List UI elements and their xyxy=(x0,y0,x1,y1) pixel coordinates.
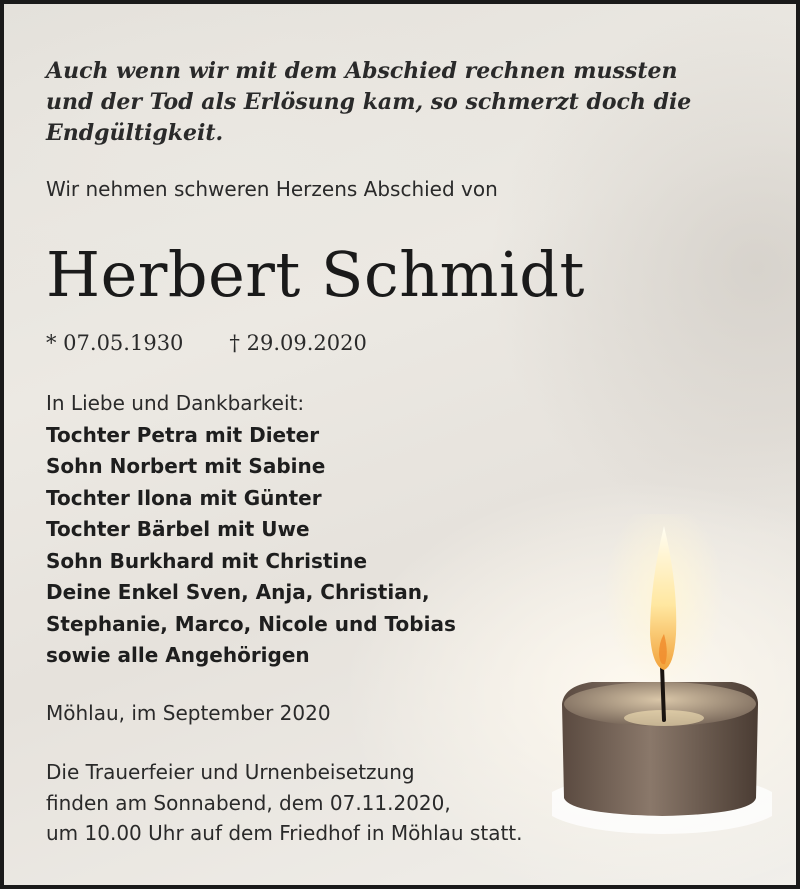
birth-date: * 07.05.1930 xyxy=(46,331,184,355)
family-heading: In Liebe und Dankbarkeit: xyxy=(46,391,305,415)
quote-line: Endgültigkeit. xyxy=(46,120,224,146)
life-dates xyxy=(46,328,367,358)
service-line: um 10.00 Uhr auf dem Friedhof in Möhlau statt. xyxy=(46,821,523,845)
quote-line: und der Tod als Erlösung kam, so schmerzt doch die xyxy=(46,89,692,115)
funeral-service-info xyxy=(46,757,523,849)
place-date: Möhlau, im September 2020 xyxy=(46,701,331,725)
intro-text: Wir nehmen schweren Herzens Abschied von xyxy=(46,177,498,201)
family-member: Tochter Petra mit Dieter xyxy=(46,422,320,447)
family-member: Deine Enkel Sven, Anja, Christian, xyxy=(46,580,430,604)
family-list xyxy=(46,388,456,672)
service-line: Die Trauerfeier und Urnenbeisetzung xyxy=(46,760,415,784)
farewell-quote xyxy=(46,56,746,149)
family-member: Stephanie, Marco, Nicole und Tobias xyxy=(46,611,456,636)
family-member: Tochter Bärbel mit Uwe xyxy=(46,517,310,541)
family-member: Sohn Norbert mit Sabine xyxy=(46,454,326,478)
deceased-name: Herbert Schmidt xyxy=(46,238,585,311)
service-line: finden am Sonnabend, dem 07.11.2020, xyxy=(46,790,451,815)
family-member: sowie alle Angehörigen xyxy=(46,643,310,667)
quote-line: Auch wenn wir mit dem Abschied rechnen mussten xyxy=(46,58,678,84)
death-date: † 29.09.2020 xyxy=(229,331,367,355)
family-member: Sohn Burkhard mit Christine xyxy=(46,548,368,573)
family-member: Tochter Ilona mit Günter xyxy=(46,485,322,510)
candle-icon xyxy=(552,514,772,834)
